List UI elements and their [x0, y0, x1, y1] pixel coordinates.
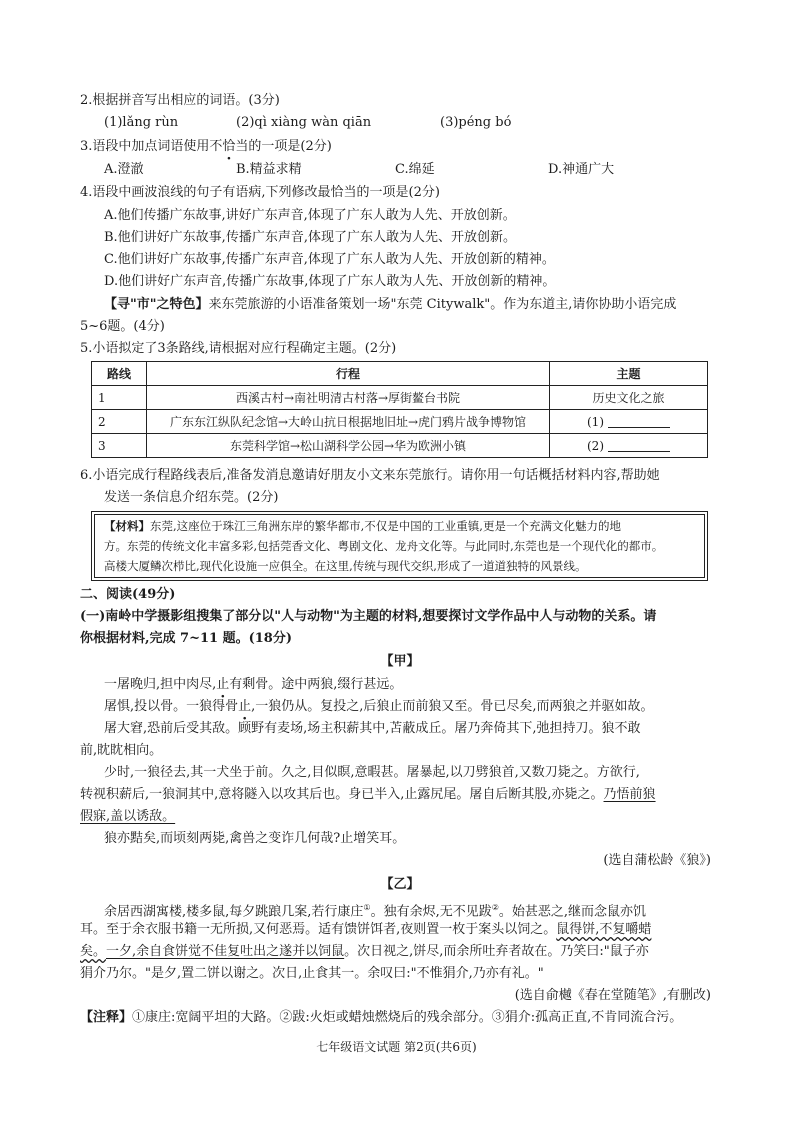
- section-intro-line2: 5~6题。(4分): [80, 319, 165, 334]
- route-no: 1: [92, 386, 147, 410]
- material-text: 东莞,这座位于珠江三角洲东岸的繁华都市,不仅是中国的工业重镇,更是一个充满文化魅力的地: [150, 519, 621, 533]
- jia-source: (选自蒲松龄《狼》): [603, 853, 711, 868]
- yi-line-2: 耳。至于余衣服书籍一无所损,又何恶焉。适有馈饼饵者,夜则置一枚于案头以饲之。鼠得饼,不复嚼蜡: [80, 922, 652, 937]
- yi-underlined: 一夕,余自食饼觉不佳复吐出之遂并以饲鼠: [106, 944, 345, 959]
- route-table: [91, 361, 708, 458]
- table-row: [92, 386, 708, 410]
- jia-paragraph-4: 少时,一狼径去,其一犬坐于前。久之,目似瞑,意暇甚。屠暴起,以刀劈狼首,又数刀毙之。方欲行,: [104, 765, 640, 780]
- blank-label: (1): [587, 414, 604, 429]
- q3-emphasis: 不恰当: [209, 139, 249, 154]
- page-footer: 七年级语文试题 第2页(共6页): [316, 1040, 477, 1054]
- jia-paragraph-4-end: [80, 808, 175, 826]
- yi-source: (选自俞樾《春在堂随笔》,有删改): [514, 988, 711, 1003]
- jia-emphasis-1: 止: [216, 677, 230, 692]
- route-no: 3: [92, 434, 147, 458]
- q4-option-c: C.他们讲好广东故事,传播广东声音,体现了广东人敢为人先、开放创新的精神。: [104, 252, 555, 267]
- header-route-no: 路线: [92, 362, 147, 386]
- jia-paragraph-1: 一屠晚归,担中肉尽,止有剩骨。途中两狼,缀行甚远。: [104, 677, 403, 692]
- q6-line1: 6.小语完成行程路线表后,准备发消息邀请好朋友小文来东莞旅行。请你用一句话概括材料内容,帮助她: [80, 468, 660, 483]
- yi-line-4: 狷介乃尔。"是夕,置二饼以谢之。次日,止食其一。余叹曰:"不惟狷介,乃亦有礼。": [80, 966, 544, 981]
- pinyin-1: (1)lǎng rùn: [104, 115, 179, 130]
- table-row: [92, 410, 708, 434]
- q3-stem-c: 的一项是(2分): [248, 139, 332, 154]
- material-line1: [104, 518, 621, 534]
- yi-notes: [80, 1009, 682, 1027]
- material-tag: 【材料】: [104, 519, 150, 533]
- yi-line-3: 矣。一夕,余自食饼觉不佳复吐出之遂并以饲鼠。次日视之,饼尽,而余所吐弃者故在。乃笑曰:"鼠子亦: [80, 944, 649, 959]
- passage-jia-title: 【甲】: [380, 654, 420, 669]
- yi-wavy-2: 矣。: [80, 944, 107, 959]
- route-table-header: [92, 362, 708, 386]
- answer-blank[interactable]: [608, 439, 670, 452]
- header-theme: 主题: [550, 362, 708, 386]
- answer-blank[interactable]: [608, 415, 670, 428]
- header-itinerary: 行程: [147, 362, 550, 386]
- reading-intro-line2: 你根据材料,完成 7~11 题。(18分): [80, 631, 292, 646]
- q3-option-b: B.精益求精: [236, 162, 302, 177]
- q3-option-a: A.澄澈: [104, 162, 144, 177]
- material-line3: 高楼大厦鳞次栉比,现代化设施一应俱全。在这里,传统与现代交织,形成了一道道独特的风景线。: [104, 559, 587, 573]
- jia-paragraph-3: 屠大窘,恐前后受其敌。顾野有麦场,场主积薪其中,苫蔽成丘。屠乃奔倚其下,弛担持刀。狼不敢: [104, 721, 641, 736]
- q4-option-b: B.他们讲好广东故事,传播广东声音,体现了广东人敢为人先、开放创新。: [104, 230, 516, 245]
- material-box: [91, 511, 708, 581]
- q2-stem: 2.根据拼音写出相应的词语。(3分): [80, 93, 280, 108]
- q4-option-d: D.他们讲好广东声音,传播广东故事,体现了广东人敢为人先、开放创新的精神。: [104, 274, 556, 289]
- yi-wavy-1: 鼠得饼,不复嚼蜡: [556, 922, 652, 937]
- q4-stem: 4.语段中画波浪线的句子有语病,下列修改最恰当的一项是(2分): [80, 185, 440, 200]
- route-no: 2: [92, 410, 147, 434]
- jia-paragraph-5: 狼亦黠矣,而顷刻两毙,禽兽之变诈几何哉?止增笑耳。: [104, 831, 406, 846]
- route-itinerary: 东莞科学馆→松山湖科学公园→华为欧洲小镇: [147, 434, 550, 458]
- blank-label: (2): [587, 438, 604, 453]
- yi-line-1: 余居西湖寓楼,楼多鼠,每夕跳踉几案,若行康庄①。独有余烬,无不见跋②。始甚恶之,继而念鼠亦饥: [104, 903, 647, 920]
- q3-option-c: C.绵延: [395, 162, 435, 177]
- pinyin-2: (2)qì xiàng wàn qiān: [236, 115, 372, 130]
- reading-title: 二、阅读(49分): [80, 587, 176, 602]
- q4-option-a: A.他们传播广东故事,讲好广东声音,体现了广东人敢为人先、开放创新。: [104, 208, 516, 223]
- table-row: [92, 434, 708, 458]
- jia-paragraph-3-cont: 前,眈眈相向。: [80, 743, 163, 758]
- notes-tag: 【注释】: [80, 1010, 133, 1025]
- q6-line2: 发送一条信息介绍东莞。(2分): [104, 490, 279, 505]
- notes-text: ①康庄:宽阔平坦的大路。②跋:火炬或蜡烛燃烧后的残余部分。③狷介:孤高正直,不肯同流合污。: [132, 1010, 683, 1025]
- q3-option-d: D.神通广大: [548, 162, 615, 177]
- material-line2: 方。东莞的传统文化丰富多彩,包括莞香文化、粤剧文化、龙舟文化等。与此同时,东莞也是一个现代化的都市。: [104, 539, 664, 553]
- route-theme: 历史文化之旅: [550, 386, 708, 410]
- route-theme-blank[interactable]: [550, 434, 708, 458]
- pinyin-3: (3)péng bó: [440, 115, 512, 130]
- route-itinerary: 广东东江纵队纪念馆→大岭山抗日根据地旧址→虎门鸦片战争博物馆: [147, 410, 550, 434]
- jia-paragraph-2: 屠惧,投以骨。一狼得骨止,一狼仍从。复投之,后狼止而前狼又至。骨已尽矣,而两狼之并驱如故。: [104, 699, 654, 714]
- route-theme-blank[interactable]: [550, 410, 708, 434]
- q3-stem-a: 3.语段中加点词语使用: [80, 139, 210, 154]
- passage-yi-title: 【乙】: [380, 877, 420, 892]
- jia-underlined-2: 假寐,盖以诱敌。: [80, 809, 176, 824]
- q5-stem: 5.小语拟定了3条路线,请根据对应行程确定主题。(2分): [80, 341, 397, 356]
- q3-stem: [80, 138, 332, 156]
- jia-paragraph-4-cont: 转视积薪后,一狼洞其中,意将隧入以攻其后也。身已半入,止露尻尾。屠自后断其股,亦毙之。乃悟前狼: [80, 787, 656, 802]
- section-tag: 【寻"市"之特色】: [104, 297, 209, 312]
- jia-emphasis-2: 止: [238, 699, 252, 714]
- section-intro-line1: 来东莞旅游的小语准备策划一场"东莞 Citywalk"。作为东道主,请你协助小语完成: [208, 297, 677, 312]
- jia-underlined-1: 乃悟前狼: [603, 787, 656, 802]
- section-intro: [104, 296, 676, 314]
- route-itinerary: 西溪古村→南社明清古村落→厚街鳌台书院: [147, 386, 550, 410]
- reading-intro-line1: (一)南岭中学摄影组搜集了部分以"人与动物"为主题的材料,想要探讨文学作品中人与动物的关系。请: [80, 609, 657, 624]
